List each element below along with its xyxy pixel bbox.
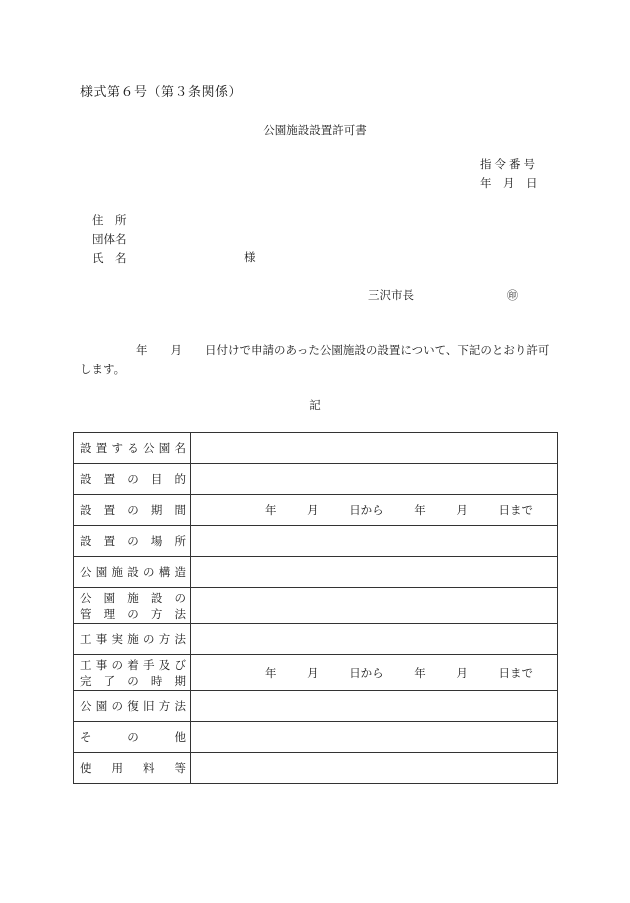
period-year-end: 年 [414, 503, 426, 517]
table-row [74, 588, 558, 624]
table-row [74, 655, 558, 691]
period-day-from: 日から [349, 503, 384, 517]
table-row [74, 624, 558, 655]
permit-number-label: 指令番号 [480, 157, 538, 171]
recipient-honorific: 様 [244, 250, 256, 264]
period-day-until: 日まで [498, 665, 533, 680]
recipient-name-label: 氏 名 [92, 251, 127, 265]
period-cell [191, 495, 558, 526]
table-row [74, 722, 558, 753]
row-value [191, 433, 558, 464]
period-month-end: 月 [456, 665, 468, 680]
permit-statement: 年 月 日付けで申請のあった公園施設の設置について、下記のとおり許可します。 [80, 343, 550, 376]
recipient-address-label: 住 所 [92, 213, 127, 227]
table-row [74, 691, 558, 722]
table-row [74, 433, 558, 464]
row-label: 設置の期間 [74, 495, 191, 526]
row-label: 公園施設の構造 [74, 557, 191, 588]
row-label: 設置の目的 [74, 464, 191, 495]
period-year-start: 年 [265, 665, 277, 680]
table-row [74, 495, 558, 526]
row-value [191, 526, 558, 557]
issuer-title: 三沢市長 [368, 288, 414, 302]
row-value [191, 691, 558, 722]
row-value [191, 722, 558, 753]
table-row [74, 557, 558, 588]
row-value [191, 588, 558, 624]
row-value [191, 624, 558, 655]
row-value [191, 753, 558, 784]
ki-heading: 記 [309, 398, 321, 412]
document-title: 公園施設設置許可書 [263, 123, 367, 137]
row-label: 使用料等 [74, 753, 191, 784]
period-year-end: 年 [414, 665, 426, 680]
row-label: 工事実施の方法 [74, 624, 191, 655]
period-month-end: 月 [456, 503, 468, 517]
table-row [74, 526, 558, 557]
row-label: 設置の場所 [74, 526, 191, 557]
row-label: 設置する公園名 [74, 433, 191, 464]
row-label: 公園施設の 管理の方法 [74, 588, 191, 624]
row-label: 工事の着手及び 完了の時期 [74, 655, 191, 691]
permit-details-table [73, 432, 558, 784]
period-month-start: 月 [307, 665, 319, 680]
period-cell [191, 655, 558, 691]
row-label: その他 [74, 722, 191, 753]
issue-date: 年 月 日 [480, 176, 538, 190]
period-day-from: 日から [349, 665, 384, 680]
row-value [191, 464, 558, 495]
form-number: 様式第６号（第３条関係） [80, 85, 243, 100]
row-value [191, 557, 558, 588]
period-day-until: 日まで [498, 503, 533, 517]
table-row [74, 753, 558, 784]
period-month-start: 月 [307, 503, 319, 517]
period-year-start: 年 [265, 503, 277, 517]
table-row [74, 464, 558, 495]
recipient-group-label: 団体名 [92, 232, 127, 246]
row-label: 公園の復旧方法 [74, 691, 191, 722]
seal-mark: ㊞ [507, 289, 518, 302]
